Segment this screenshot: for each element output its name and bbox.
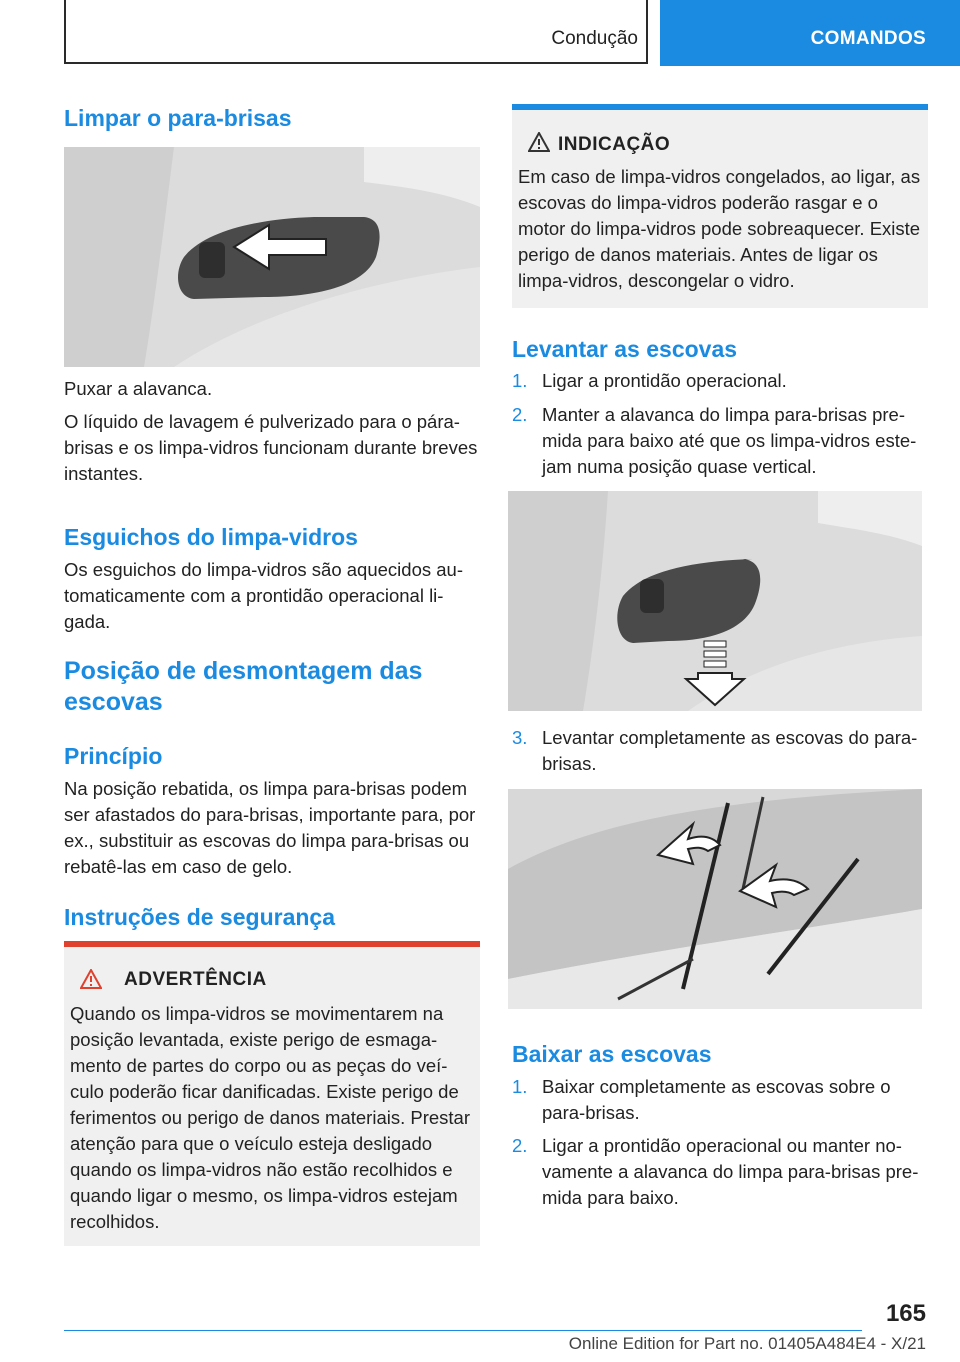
heading-posicao: Posição de desmontagem das escovas bbox=[64, 657, 423, 716]
footer-edition: Online Edition for Part no. 01405A484E4 - X/21 bbox=[568, 1334, 926, 1353]
lever-pull-illustration bbox=[64, 147, 480, 367]
text-liquido: O líquido de lavagem é pulverizado para o pára-brisas e os limpa-vidros funcionam durante breves instantes. bbox=[64, 411, 478, 484]
heading-instrucoes: Instruções de segurança bbox=[64, 904, 335, 930]
wipers-raised-illustration bbox=[508, 789, 922, 1009]
heading-baixar: Baixar as escovas bbox=[512, 1041, 712, 1067]
notice-box bbox=[512, 104, 928, 308]
text-puxar: Puxar a alavanca. bbox=[64, 378, 213, 399]
step-text: Ligar a prontidão operacional. bbox=[542, 370, 787, 391]
warning-box bbox=[64, 941, 480, 1246]
text-principio: Na posição rebatida, os limpa para-brisas podem ser afastados do para-brisas, importante para, por ex., substituir as escovas do limpa para-brisas ou rebatê-las em caso de gelo. bbox=[64, 778, 476, 877]
notice-text: Em caso de limpa-vidros congelados, ao ligar, as escovas do limpa-vidros poderão rasgar e o motor do limpa-vidros pode sobreaquecer. Existe perigo de danos materiais. Antes de ligar os limpa-vidros, descongelar o vidro. bbox=[518, 166, 921, 291]
warning-bar bbox=[64, 941, 480, 947]
lever-down-illustration bbox=[508, 491, 922, 711]
image-wiper-lever-pull bbox=[64, 147, 480, 367]
notice-bar bbox=[512, 104, 928, 110]
step-number: 3. bbox=[512, 727, 528, 748]
warning-triangle-icon bbox=[80, 969, 102, 989]
warning-title: ADVERTÊNCIA bbox=[124, 969, 267, 990]
step-number: 1. bbox=[512, 370, 528, 391]
heading-limpar: Limpar o para-brisas bbox=[64, 105, 292, 131]
notice-title: INDICAÇÃO bbox=[558, 134, 671, 155]
step-number: 2. bbox=[512, 1135, 528, 1156]
page-number: 165 bbox=[885, 1300, 926, 1327]
step-text: Levantar completamente as escovas do para-brisas. bbox=[542, 727, 918, 774]
step-text: Manter a alavanca do limpa para-brisas premida para baixo até que os limpa-vidros estejam numa posição quase vertical. bbox=[542, 404, 917, 477]
image-wipers-raised bbox=[508, 789, 922, 1009]
step-text: Ligar a prontidão operacional ou manter novamente a alavanca do limpa para-brisas premida para baixo. bbox=[542, 1135, 919, 1208]
heading-esguichos: Esguichos do limpa-vidros bbox=[64, 524, 358, 550]
step-number: 2. bbox=[512, 404, 528, 425]
footer-divider bbox=[64, 1330, 862, 1331]
step-number: 1. bbox=[512, 1076, 528, 1097]
header-section: Condução bbox=[551, 28, 638, 49]
header-chapter: COMANDOS bbox=[810, 28, 926, 49]
step-text: Baixar completamente as escovas sobre o para-brisas. bbox=[542, 1076, 891, 1123]
image-wiper-lever-down bbox=[508, 491, 922, 711]
warning-triangle-icon bbox=[528, 132, 550, 152]
heading-levantar: Levantar as escovas bbox=[512, 336, 738, 362]
warning-text: Quando os limpa-vidros se movimentarem na posição levantada, existe perigo de esmagamento de partes do corpo ou as peças do veículo poderão ficar danificadas. Existe perigo de ferimentos ou perigo de danos materiais. Prestar atenção para que o veículo esteja desligado quando os limpa-vidros não estão recolhidos e quando ligar o mesmo, os limpa-vidros estejam recolhidos. bbox=[70, 1003, 471, 1232]
text-esguichos: Os esguichos do limpa-vidros são aquecidos automaticamente com a prontidão operacional ligada. bbox=[64, 559, 463, 632]
heading-principio: Princípio bbox=[64, 743, 163, 769]
